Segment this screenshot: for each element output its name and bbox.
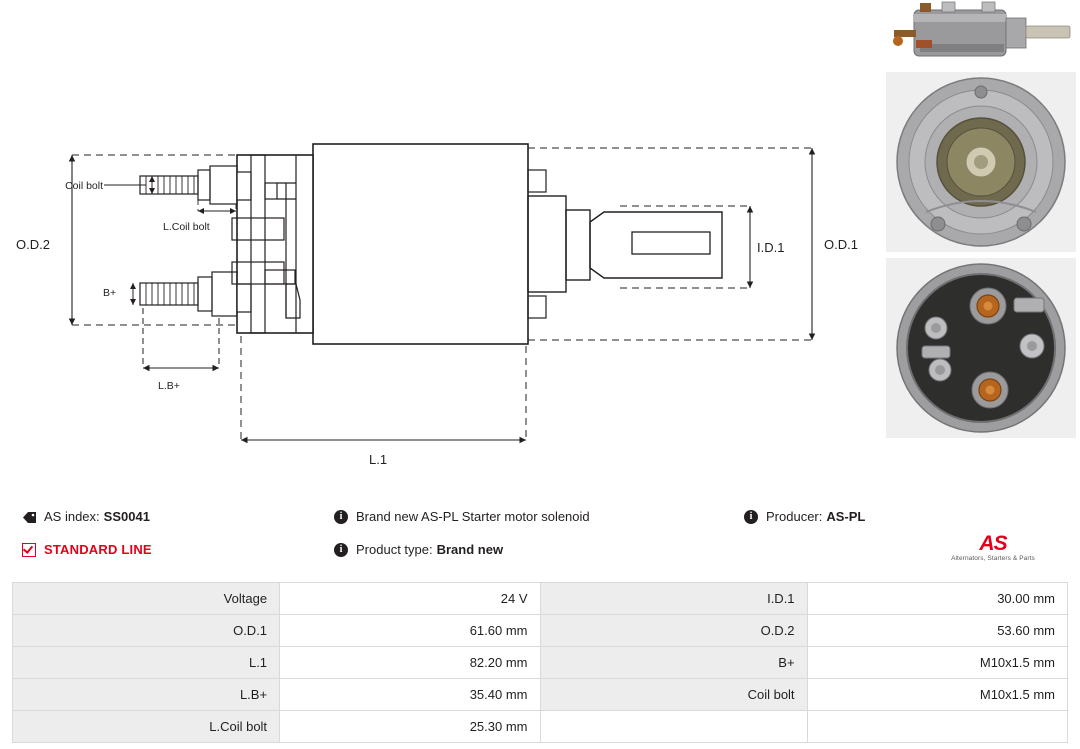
table-row — [13, 583, 1068, 615]
spec-key-empty — [540, 711, 807, 743]
product-photo-side-view[interactable] — [886, 0, 1076, 68]
dim-bplus-label: B+ — [103, 287, 117, 299]
dim-od2-label: O.D.2 — [16, 237, 50, 252]
spec-key: L.B+ — [13, 679, 280, 711]
table-row — [13, 615, 1068, 647]
spec-key: I.D.1 — [540, 583, 807, 615]
product-photo-front-view[interactable] — [886, 72, 1076, 252]
check-box-icon — [22, 543, 36, 557]
dim-l1-label: L.1 — [369, 452, 388, 467]
spec-value: 61.60 mm — [280, 615, 540, 647]
as-pl-logo-mark: AS — [979, 532, 1007, 555]
spec-value: M10x1.5 mm — [807, 679, 1067, 711]
producer-label: Producer: — [766, 509, 823, 524]
product-type-row — [334, 533, 734, 566]
as-pl-logo — [928, 534, 1058, 562]
dim-coil-bolt-label: Coil bolt — [65, 180, 103, 192]
spec-value: M10x1.5 mm — [807, 647, 1067, 679]
info-icon: i — [334, 510, 348, 524]
as-index-value: SS0041 — [103, 509, 150, 524]
spec-key: O.D.1 — [13, 615, 280, 647]
standard-line-badge: STANDARD LINE — [44, 542, 152, 557]
description-row — [334, 500, 734, 533]
product-type-value: Brand new — [436, 542, 504, 557]
spec-key: Voltage — [13, 583, 280, 615]
spec-key: L.Coil bolt — [13, 711, 280, 743]
spec-value: 53.60 mm — [807, 615, 1067, 647]
info-icon: i — [744, 510, 758, 524]
table-row — [13, 679, 1068, 711]
as-pl-logo-tagline: Alternators, Starters & Parts — [951, 555, 1035, 562]
as-index-row — [22, 500, 322, 533]
spec-value-empty — [807, 711, 1067, 743]
spec-key: Coil bolt — [540, 679, 807, 711]
as-index-label: AS index: — [44, 509, 100, 524]
dim-lbplus-label: L.B+ — [158, 380, 180, 392]
dim-lcoilbolt-label: L.Coil bolt — [163, 221, 210, 233]
table-row — [13, 711, 1068, 743]
specifications-table — [12, 582, 1068, 743]
product-info-strip — [0, 500, 1080, 570]
product-description: Brand new AS-PL Starter motor solenoid — [356, 509, 590, 524]
spec-value: 25.30 mm — [280, 711, 540, 743]
spec-key: O.D.2 — [540, 615, 807, 647]
spec-value: 35.40 mm — [280, 679, 540, 711]
dim-id1-label: I.D.1 — [757, 240, 785, 255]
spec-value: 24 V — [280, 583, 540, 615]
spec-key: B+ — [540, 647, 807, 679]
spec-value: 82.20 mm — [280, 647, 540, 679]
producer-row — [744, 500, 1074, 533]
info-icon: i — [334, 543, 348, 557]
table-row — [13, 647, 1068, 679]
standard-line-row — [22, 533, 322, 566]
product-photos — [880, 0, 1080, 495]
spec-value: 30.00 mm — [807, 583, 1067, 615]
dim-od1-label: O.D.1 — [824, 237, 858, 252]
spec-key: L.1 — [13, 647, 280, 679]
producer-value: AS-PL — [826, 509, 866, 524]
product-type-label: Product type: — [356, 542, 433, 557]
product-photo-terminal-view[interactable] — [886, 258, 1076, 438]
tag-icon — [22, 511, 37, 524]
